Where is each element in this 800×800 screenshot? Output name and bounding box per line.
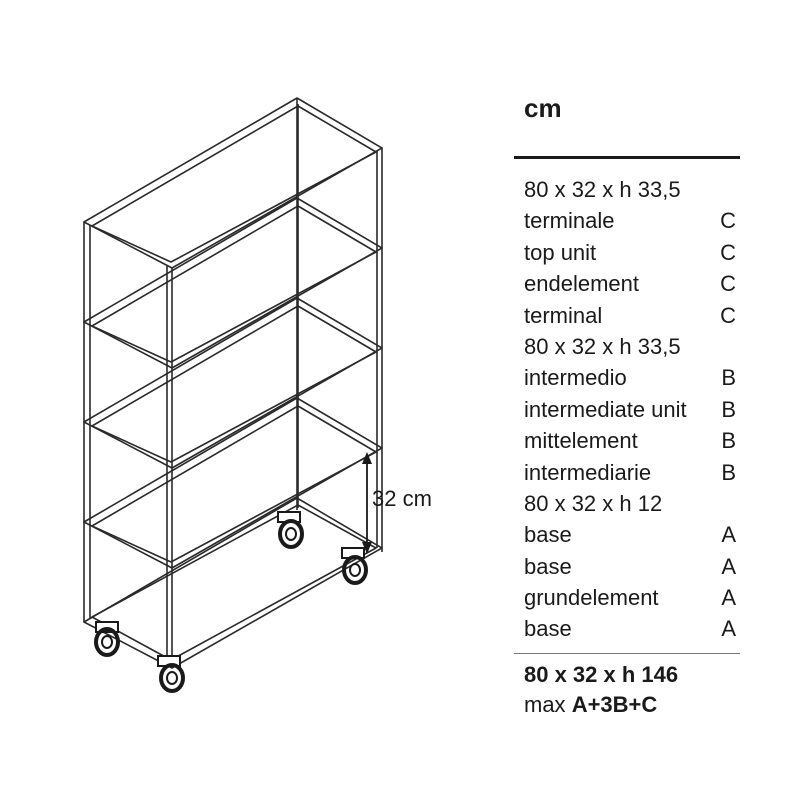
spec-row: [524, 551, 740, 582]
spec-row-code: C: [720, 208, 736, 234]
shelf-level-base: [84, 498, 382, 668]
shelf-level-2: [84, 198, 382, 368]
spec-row-label: 80 x 32 x h 33,5: [524, 177, 681, 202]
spec-row-code: C: [720, 239, 736, 265]
shelf-level-3: [84, 298, 382, 468]
spec-row: [524, 488, 740, 519]
spec-row-label: 80 x 32 x h 33,5: [524, 333, 681, 359]
caster-wheel-front: [158, 656, 183, 691]
spec-row-label: grundelement: [524, 585, 659, 611]
spec-row-code: [736, 488, 740, 519]
total-max-value: A+3B+C: [571, 691, 658, 717]
spec-row: [524, 174, 740, 205]
spec-row: [524, 457, 740, 488]
spec-row: [524, 205, 740, 236]
spec-row-label: 80 x 32 x h 12: [524, 490, 663, 516]
total-section: [514, 660, 740, 720]
total-max-config: [524, 690, 740, 720]
spec-row: [524, 425, 740, 456]
spec-row: [524, 300, 740, 331]
spec-row-label: terminale: [524, 208, 615, 234]
spec-row-label: intermediarie: [524, 459, 652, 485]
total-dimensions: 80 x 32 x h 146: [524, 661, 679, 687]
shelf-level-top: [84, 98, 382, 268]
spec-row-label: base: [524, 522, 572, 548]
spec-row-code: C: [720, 271, 736, 297]
spec-row-code: A: [721, 553, 736, 579]
spec-row-code: B: [721, 365, 736, 391]
caster-wheel-right: [342, 548, 366, 583]
dimension-arrow: [362, 452, 372, 554]
total-divider: [514, 653, 740, 654]
unit-heading: cm: [524, 93, 562, 123]
spec-row-code: A: [721, 522, 736, 548]
spec-row-code: A: [721, 616, 736, 642]
spec-row-code: C: [720, 302, 736, 328]
spec-row: [524, 237, 740, 268]
spec-row-label: top unit: [524, 239, 597, 265]
spec-table: [514, 88, 740, 720]
spec-row: [524, 394, 740, 425]
spec-row-code: [736, 174, 740, 205]
spec-rows: [514, 159, 740, 645]
spec-row: [524, 331, 740, 362]
spec-row-code: B: [721, 396, 736, 422]
spec-row-code: B: [721, 428, 736, 454]
spec-row: [524, 519, 740, 550]
dimension-label: 32 cm: [372, 486, 432, 511]
spec-row: [524, 582, 740, 613]
spec-row-label: base: [524, 553, 572, 579]
spec-row-code: A: [721, 585, 736, 611]
spec-row-label: intermedio: [524, 365, 627, 391]
spec-row-label: base: [524, 616, 572, 642]
spec-row-label: mittelement: [524, 428, 638, 454]
shelf-frame-posts: [84, 98, 382, 668]
total-max-prefix: max: [524, 691, 566, 717]
spec-row-code: [736, 331, 740, 362]
spec-row: [524, 362, 740, 393]
spec-row-label: endelement: [524, 271, 639, 297]
spec-row-code: B: [721, 459, 736, 485]
spec-row: [524, 268, 740, 299]
spec-row-label: terminal: [524, 302, 603, 328]
spec-row-label: intermediate unit: [524, 396, 687, 422]
spec-row: [524, 613, 740, 644]
caster-wheel-back: [278, 512, 302, 547]
shelf-level-4: [84, 398, 382, 568]
